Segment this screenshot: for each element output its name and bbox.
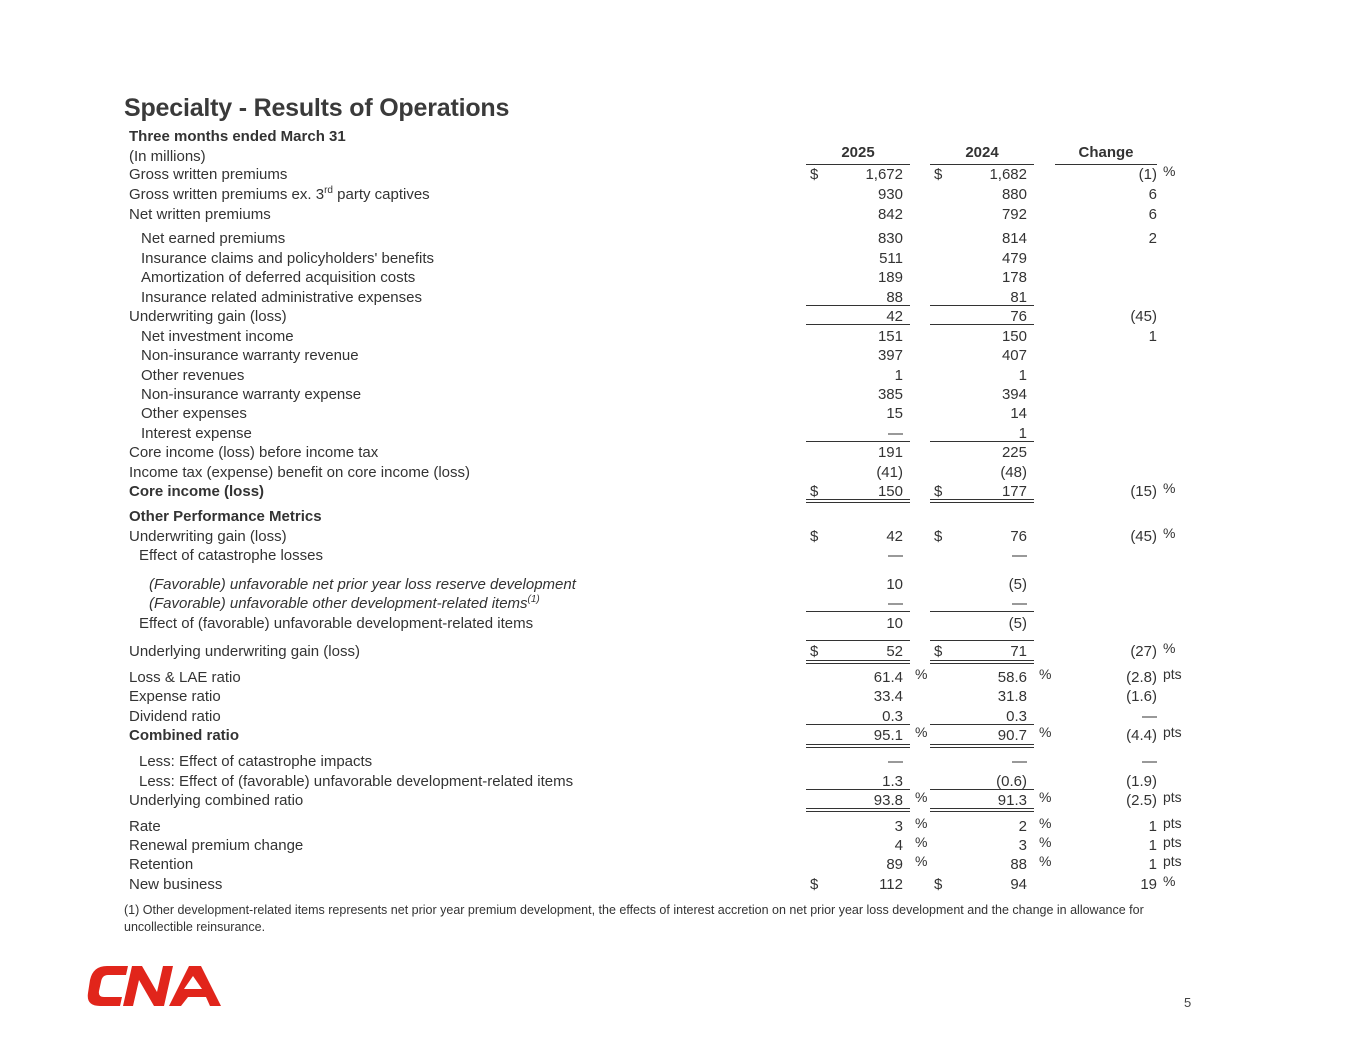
value-2025: — [888, 425, 903, 442]
value-2025: 385 [877, 386, 903, 403]
total-double-rule [806, 499, 910, 503]
value-2025: 42 [886, 308, 903, 325]
value-2024: 3 [1018, 837, 1027, 854]
row-label [149, 575, 576, 595]
subtotal-rule [930, 305, 1034, 306]
row-label-suffix: party captives [332, 186, 430, 203]
value-2025: 150 [877, 483, 903, 500]
row-label-text: Other Performance Metrics [129, 508, 322, 525]
row-label [129, 307, 287, 327]
table-row [0, 268, 1365, 288]
row-label-text: Other revenues [141, 367, 245, 384]
value-change: 1 [1148, 856, 1157, 873]
row-label [129, 791, 303, 811]
row-label-text: Net earned premiums [141, 230, 286, 247]
subtotal-rule [930, 789, 1034, 790]
subtotal-rule [930, 324, 1034, 325]
row-label-text: Underlying underwriting gain (loss) [129, 643, 360, 660]
value-change: (1.6) [1126, 688, 1157, 705]
value-2024: 407 [1001, 347, 1027, 364]
value-2025: 33.4 [873, 688, 903, 705]
table-row [0, 229, 1365, 249]
value-2025: 1 [894, 367, 903, 384]
total-double-rule [930, 660, 1034, 664]
unit-2025: % [915, 789, 928, 805]
subtotal-rule [930, 724, 1034, 725]
row-label-text: Underwriting gain (loss) [129, 528, 287, 545]
unit-change: pts [1163, 815, 1182, 831]
value-change: 19 [1140, 876, 1157, 893]
row-label [141, 424, 252, 444]
unit-2024: % [1039, 853, 1052, 869]
row-label [129, 687, 221, 707]
value-2024: (5) [1008, 615, 1027, 632]
value-2025: 4 [894, 837, 903, 854]
row-label-text: Core income (loss) [129, 483, 265, 500]
currency-symbol-2025: $ [810, 643, 819, 660]
value-2024: 91.3 [997, 792, 1027, 809]
column-header-change: Change [1078, 144, 1134, 161]
table-row [0, 482, 1365, 502]
value-2024: — [1012, 753, 1027, 770]
row-label-text: Net investment income [141, 328, 294, 345]
table-row [0, 165, 1365, 185]
row-label [129, 817, 161, 837]
unit-2025: % [915, 834, 928, 850]
value-change: — [1142, 753, 1157, 770]
value-2024: 88 [1010, 856, 1027, 873]
value-2025: 112 [879, 876, 903, 893]
value-2025: 52 [886, 643, 903, 660]
unit-2024: % [1039, 789, 1052, 805]
total-double-rule [806, 744, 910, 748]
row-label-text: Renewal premium change [129, 837, 304, 854]
value-2024: 814 [1001, 230, 1027, 247]
currency-symbol-2024: $ [934, 876, 943, 893]
row-label [141, 346, 359, 366]
value-2024: 71 [1010, 643, 1027, 660]
value-change: 6 [1148, 206, 1157, 223]
row-label-text: Interest expense [141, 425, 252, 442]
value-change: 2 [1148, 230, 1157, 247]
row-label [149, 594, 540, 614]
row-label [129, 668, 241, 688]
row-label [139, 752, 372, 772]
total-double-rule [930, 808, 1034, 812]
table-row [0, 668, 1365, 688]
table-row [0, 614, 1365, 634]
value-2025: 42 [886, 528, 903, 545]
row-label-text: Core income (loss) before income tax [129, 444, 379, 461]
table-row [0, 546, 1365, 566]
column-header-2024: 2024 [965, 144, 999, 161]
value-change: (2.8) [1126, 669, 1157, 686]
table-row [0, 687, 1365, 707]
value-change: 1 [1148, 818, 1157, 835]
value-2024: 81 [1010, 289, 1027, 306]
value-2025: 95.1 [873, 727, 903, 744]
currency-symbol-2024: $ [934, 483, 943, 500]
row-label-text: Insurance related administrative expenses [141, 289, 422, 306]
unit-change: % [1163, 480, 1176, 496]
currency-symbol-2025: $ [810, 483, 819, 500]
row-label-text: Less: Effect of catastrophe impacts [139, 753, 373, 770]
row-label-text: Gross written premiums [129, 166, 288, 183]
row-label [141, 404, 247, 424]
table-row [0, 327, 1365, 347]
row-label [139, 546, 323, 566]
row-label [129, 185, 430, 205]
subtotal-rule [930, 611, 1034, 612]
value-2024: (5) [1008, 576, 1027, 593]
value-2025: 1.3 [882, 773, 903, 790]
row-label-text: Gross written premiums ex. 3 [129, 186, 325, 203]
row-label-text: Underwriting gain (loss) [129, 308, 287, 325]
page-title: Specialty - Results of Operations [124, 94, 510, 122]
table-row [0, 205, 1365, 225]
currency-symbol-2025: $ [810, 876, 819, 893]
row-label-text: Combined ratio [129, 727, 240, 744]
value-2024: 76 [1010, 308, 1027, 325]
value-2024: 58.6 [997, 669, 1027, 686]
value-2025: (41) [876, 464, 903, 481]
row-label-text: Less: Effect of (favorable) unfavorable development-related items [139, 773, 574, 790]
unit-change: % [1163, 640, 1176, 656]
value-2025: — [888, 547, 903, 564]
page-number: 5 [1184, 995, 1192, 1010]
row-label [129, 726, 239, 746]
row-label-text: Loss & LAE ratio [129, 669, 241, 686]
subtotal-rule [806, 441, 910, 442]
table-row [0, 385, 1365, 405]
value-2024: — [1012, 595, 1027, 612]
unit-change: % [1163, 873, 1176, 889]
table-row [0, 346, 1365, 366]
unit-change: pts [1163, 853, 1182, 869]
table-row [0, 404, 1365, 424]
row-label-text: Insurance claims and policyholders' benefits [141, 250, 435, 267]
unit-change: pts [1163, 724, 1182, 740]
row-label-text: Non-insurance warranty expense [141, 386, 362, 403]
table-row [0, 855, 1365, 875]
value-change: (1) [1138, 166, 1157, 183]
table-row [0, 707, 1365, 727]
value-2024: 0.3 [1006, 708, 1027, 725]
subtotal-rule [806, 789, 910, 790]
value-2025: 10 [886, 615, 903, 632]
cna-logo-mark [88, 966, 221, 1006]
currency-symbol-2024: $ [934, 166, 943, 183]
row-label-text: Effect of (favorable) unfavorable development-related items [139, 615, 534, 632]
table-row [0, 752, 1365, 772]
row-label-superscript: rd [324, 185, 333, 196]
table-row [0, 185, 1365, 205]
row-label-text: (Favorable) unfavorable net prior year loss reserve development [149, 576, 576, 593]
unit-2024: % [1039, 815, 1052, 831]
row-label [129, 482, 264, 502]
value-2024: 792 [1001, 206, 1027, 223]
value-2024: 150 [1001, 328, 1027, 345]
value-2025: — [888, 753, 903, 770]
currency-symbol-2024: $ [934, 528, 943, 545]
row-label [141, 288, 422, 308]
row-label [129, 707, 221, 727]
value-2024: (0.6) [996, 773, 1027, 790]
value-change: 1 [1148, 837, 1157, 854]
cna-logo [87, 963, 223, 1009]
row-label [141, 249, 434, 269]
row-label-text: Non-insurance warranty revenue [141, 347, 359, 364]
table-row [0, 575, 1365, 595]
unit-2025: % [915, 853, 928, 869]
value-change: (4.4) [1126, 727, 1157, 744]
value-2024: 90.7 [997, 727, 1027, 744]
subtotal-rule [806, 611, 910, 612]
value-2024: 1 [1018, 425, 1027, 442]
value-2025: — [888, 595, 903, 612]
value-change: 1 [1148, 328, 1157, 345]
value-2025: 15 [886, 405, 903, 422]
value-2024: 1 [1018, 367, 1027, 384]
row-label [141, 268, 415, 288]
value-2024: (48) [1000, 464, 1027, 481]
row-label-text: Net written premiums [129, 206, 271, 223]
row-label-text: New business [129, 876, 223, 893]
value-2024: 94 [1010, 876, 1027, 893]
value-2024: — [1012, 547, 1027, 564]
value-change: (2.5) [1126, 792, 1157, 809]
unit-2025: % [915, 815, 928, 831]
column-header-2025: 2025 [841, 144, 875, 161]
unit-2025: % [915, 724, 928, 740]
row-label [141, 229, 285, 249]
row-label [129, 855, 193, 875]
value-change: (1.9) [1126, 773, 1157, 790]
row-label [141, 366, 244, 386]
row-label [139, 614, 533, 634]
value-2025: 842 [877, 206, 903, 223]
table-row [0, 642, 1365, 662]
row-label [129, 836, 303, 856]
value-2025: 3 [894, 818, 903, 835]
table-row [0, 443, 1365, 463]
value-change: 6 [1148, 186, 1157, 203]
row-label-text: Other expenses [141, 405, 247, 422]
value-2025: 61.4 [873, 669, 903, 686]
unit-change: % [1163, 163, 1176, 179]
value-change: — [1142, 708, 1157, 725]
value-2025: 88 [886, 289, 903, 306]
table-row [0, 527, 1365, 547]
row-label [129, 875, 222, 895]
total-double-rule [930, 499, 1034, 503]
currency-symbol-2025: $ [810, 166, 819, 183]
unit-change: % [1163, 525, 1176, 541]
currency-symbol-2025: $ [810, 528, 819, 545]
value-2025: 397 [877, 347, 903, 364]
subtotal-rule [806, 324, 910, 325]
row-label [129, 507, 322, 527]
value-2024: 1,682 [989, 166, 1027, 183]
unit-change: pts [1163, 789, 1182, 805]
table-row [0, 726, 1365, 746]
table-row [0, 366, 1365, 386]
row-label [141, 327, 294, 347]
unit-change: pts [1163, 834, 1182, 850]
table-row [0, 817, 1365, 837]
row-label-text: Rate [129, 818, 161, 835]
value-2025: 1,672 [865, 166, 903, 183]
row-label-text: Expense ratio [129, 688, 221, 705]
value-2025: 511 [879, 250, 903, 267]
unit-change: pts [1163, 666, 1182, 682]
value-2024: 394 [1001, 386, 1027, 403]
row-label-superscript: (1) [527, 594, 540, 605]
value-2024: 225 [1001, 444, 1027, 461]
table-row [0, 249, 1365, 269]
table-row [0, 463, 1365, 483]
value-2025: 830 [877, 230, 903, 247]
value-change: (45) [1130, 308, 1157, 325]
value-2024: 14 [1010, 405, 1027, 422]
table-row [0, 836, 1365, 856]
table-row [0, 507, 1365, 527]
row-label-text: Retention [129, 856, 194, 873]
row-label [129, 642, 360, 662]
value-2025: 151 [877, 328, 903, 345]
table-row [0, 791, 1365, 811]
table-row [0, 424, 1365, 444]
total-double-rule [806, 660, 910, 664]
row-label-text: Effect of catastrophe losses [139, 547, 323, 564]
table-row [0, 772, 1365, 792]
value-2024: 2 [1018, 818, 1027, 835]
period-header: Three months ended March 31 [129, 128, 346, 145]
row-label-text: Income tax (expense) benefit on core income (loss) [129, 464, 470, 481]
value-2024: 76 [1010, 528, 1027, 545]
row-label-text: Amortization of deferred acquisition costs [141, 269, 416, 286]
footnote: (1) Other development-related items represents net prior year premium development, the effects of interest accretion on net prior year loss development and the change in allowance for uncollectible reinsurance. [124, 903, 1144, 934]
value-2025: 930 [877, 186, 903, 203]
total-double-rule [930, 744, 1034, 748]
value-2025: 191 [877, 444, 903, 461]
unit-2024: % [1039, 834, 1052, 850]
table-row [0, 594, 1365, 614]
value-2024: 177 [1001, 483, 1027, 500]
subtotal-rule [930, 640, 1034, 641]
row-label [129, 527, 287, 547]
table-row [0, 875, 1365, 895]
value-2024: 31.8 [997, 688, 1027, 705]
value-change: (15) [1130, 483, 1157, 500]
unit-2024: % [1039, 666, 1052, 682]
row-label [139, 772, 573, 792]
row-label [129, 443, 378, 463]
value-2025: 89 [886, 856, 903, 873]
unit-2024: % [1039, 724, 1052, 740]
unit-2025: % [915, 666, 928, 682]
subtotal-rule [930, 441, 1034, 442]
total-double-rule [806, 808, 910, 812]
row-label [129, 463, 470, 483]
value-2024: 178 [1001, 269, 1027, 286]
row-label [129, 205, 271, 225]
currency-symbol-2024: $ [934, 643, 943, 660]
subtotal-rule [806, 724, 910, 725]
row-label [141, 385, 361, 405]
row-label-text: Underlying combined ratio [129, 792, 304, 809]
value-change: (45) [1130, 528, 1157, 545]
value-change: (27) [1130, 643, 1157, 660]
units-label: (In millions) [129, 148, 206, 165]
value-2025: 93.8 [873, 792, 903, 809]
table-row [0, 307, 1365, 327]
row-label-text: Dividend ratio [129, 708, 221, 725]
value-2024: 880 [1001, 186, 1027, 203]
value-2025: 0.3 [882, 708, 903, 725]
value-2024: 479 [1001, 250, 1027, 267]
row-label [129, 165, 287, 185]
row-label-text: (Favorable) unfavorable other development-related items [149, 595, 528, 612]
table-row [0, 288, 1365, 308]
value-2025: 10 [886, 576, 903, 593]
subtotal-rule [806, 640, 910, 641]
subtotal-rule [806, 305, 910, 306]
value-2025: 189 [877, 269, 903, 286]
